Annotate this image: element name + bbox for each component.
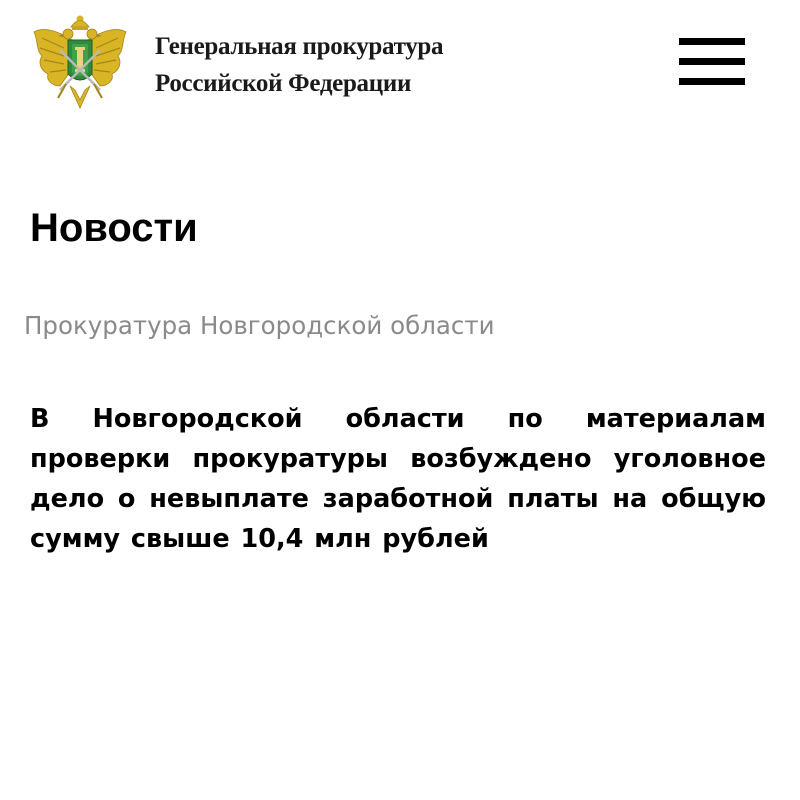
organization-name-line2: Российской Федерации xyxy=(155,70,412,97)
double-headed-eagle-emblem-icon[interactable] xyxy=(30,10,130,116)
hamburger-menu-icon[interactable] xyxy=(679,38,745,86)
page-title: Новости xyxy=(30,206,198,250)
menu-bar xyxy=(679,38,745,45)
news-source-label: Прокуратура Новгородской области xyxy=(24,311,495,340)
site-header xyxy=(0,0,800,125)
news-headline[interactable]: В Новгородской области по материалам проверки прокуратуры возбуждено уголовное дело о невыплате заработной платы на общую сумму свыше 10,4 млн рублей xyxy=(30,404,766,554)
menu-bar xyxy=(679,78,745,85)
menu-bar xyxy=(679,58,745,65)
organization-name-line1: Генеральная прокуратура xyxy=(155,33,444,60)
organization-name[interactable] xyxy=(155,28,443,102)
